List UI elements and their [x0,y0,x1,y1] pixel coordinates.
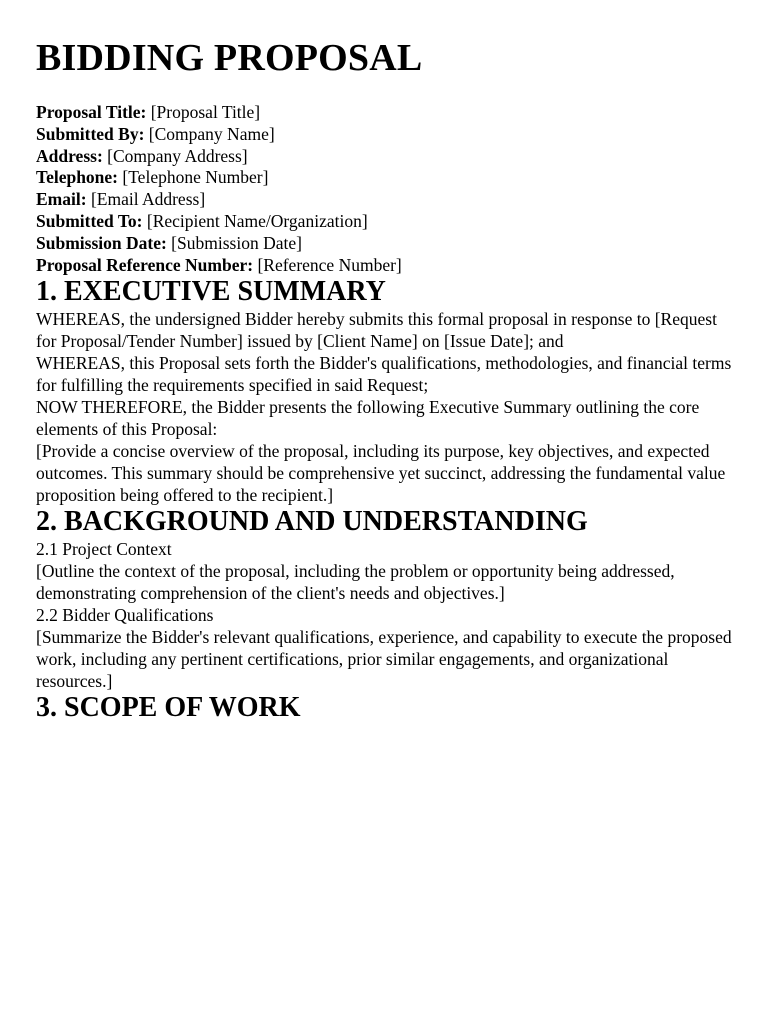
submission-date-row [36,233,734,255]
overview-placeholder-paragraph: [Provide a concise overview of the proposal, including its purpose, key objectives, and expected outcomes. This summary should be comprehensive yet succinct, addressing the fundamental value proposition being offered to the recipient.] [36,441,726,506]
proposal-title-row [36,102,734,124]
telephone-row [36,167,734,189]
submitted-by-value: [Company Name] [144,123,275,144]
address-row [36,146,734,168]
submitted-to-row [36,211,734,233]
whereas-submission-paragraph: WHEREAS, the undersigned Bidder hereby submits this formal proposal in response to [Request for Proposal/Tender Number] issued by [Client Name] on [Issue Date]; and [36,309,717,352]
section-heading-scope-of-work: 3. SCOPE OF WORK [36,692,301,724]
whereas-qualifications-paragraph: WHEREAS, this Proposal sets forth the Bidder's qualifications, methodologies, and financial terms for fulfilling the requirements specified in said Request; [36,353,732,396]
submitted-to-label: Submitted To: [36,210,143,231]
submitted-to-value: [Recipient Name/Organization] [142,210,368,231]
submitted-by-row [36,124,734,146]
email-label: Email: [36,189,87,210]
telephone-label: Telephone: [36,167,119,188]
address-label: Address: [36,145,103,166]
proposal-title-label: Proposal Title: [36,102,147,122]
submitted-by-label: Submitted By: [36,123,145,144]
email-value: [Email Address] [86,189,206,210]
reference-number-value: [Reference Number] [253,254,402,275]
submission-date-value: [Submission Date] [166,232,302,253]
now-therefore-paragraph: NOW THEREFORE, the Bidder presents the following Executive Summary outlining the core elements of this Proposal: [36,397,700,440]
bidder-qualifications-paragraph: [Summarize the Bidder's relevant qualifications, experience, and capability to execute the proposed work, including any pertinent certifications, prior similar engagements, and organizational resources.] [36,627,732,692]
section-heading-background: 2. BACKGROUND AND UNDERSTANDING [36,506,588,538]
submission-date-label: Submission Date: [36,232,167,253]
subsection-title-bidder-qualifications: 2.2 Bidder Qualifications [36,605,214,626]
email-row [36,189,734,211]
proposal-details [36,102,734,276]
address-value: [Company Address] [102,145,248,166]
subsection-title-project-context: 2.1 Project Context [36,539,172,560]
proposal-title-value: [Proposal Title] [146,102,261,122]
project-context-paragraph: [Outline the context of the proposal, including the problem or opportunity being addressed, demonstrating comprehension of the client's needs and objectives.] [36,561,675,604]
document-title: BIDDING PROPOSAL [36,37,423,79]
telephone-value: [Telephone Number] [118,167,269,188]
reference-number-row [36,255,734,277]
reference-number-label: Proposal Reference Number: [36,254,254,275]
section-heading-executive-summary: 1. EXECUTIVE SUMMARY [36,276,386,308]
